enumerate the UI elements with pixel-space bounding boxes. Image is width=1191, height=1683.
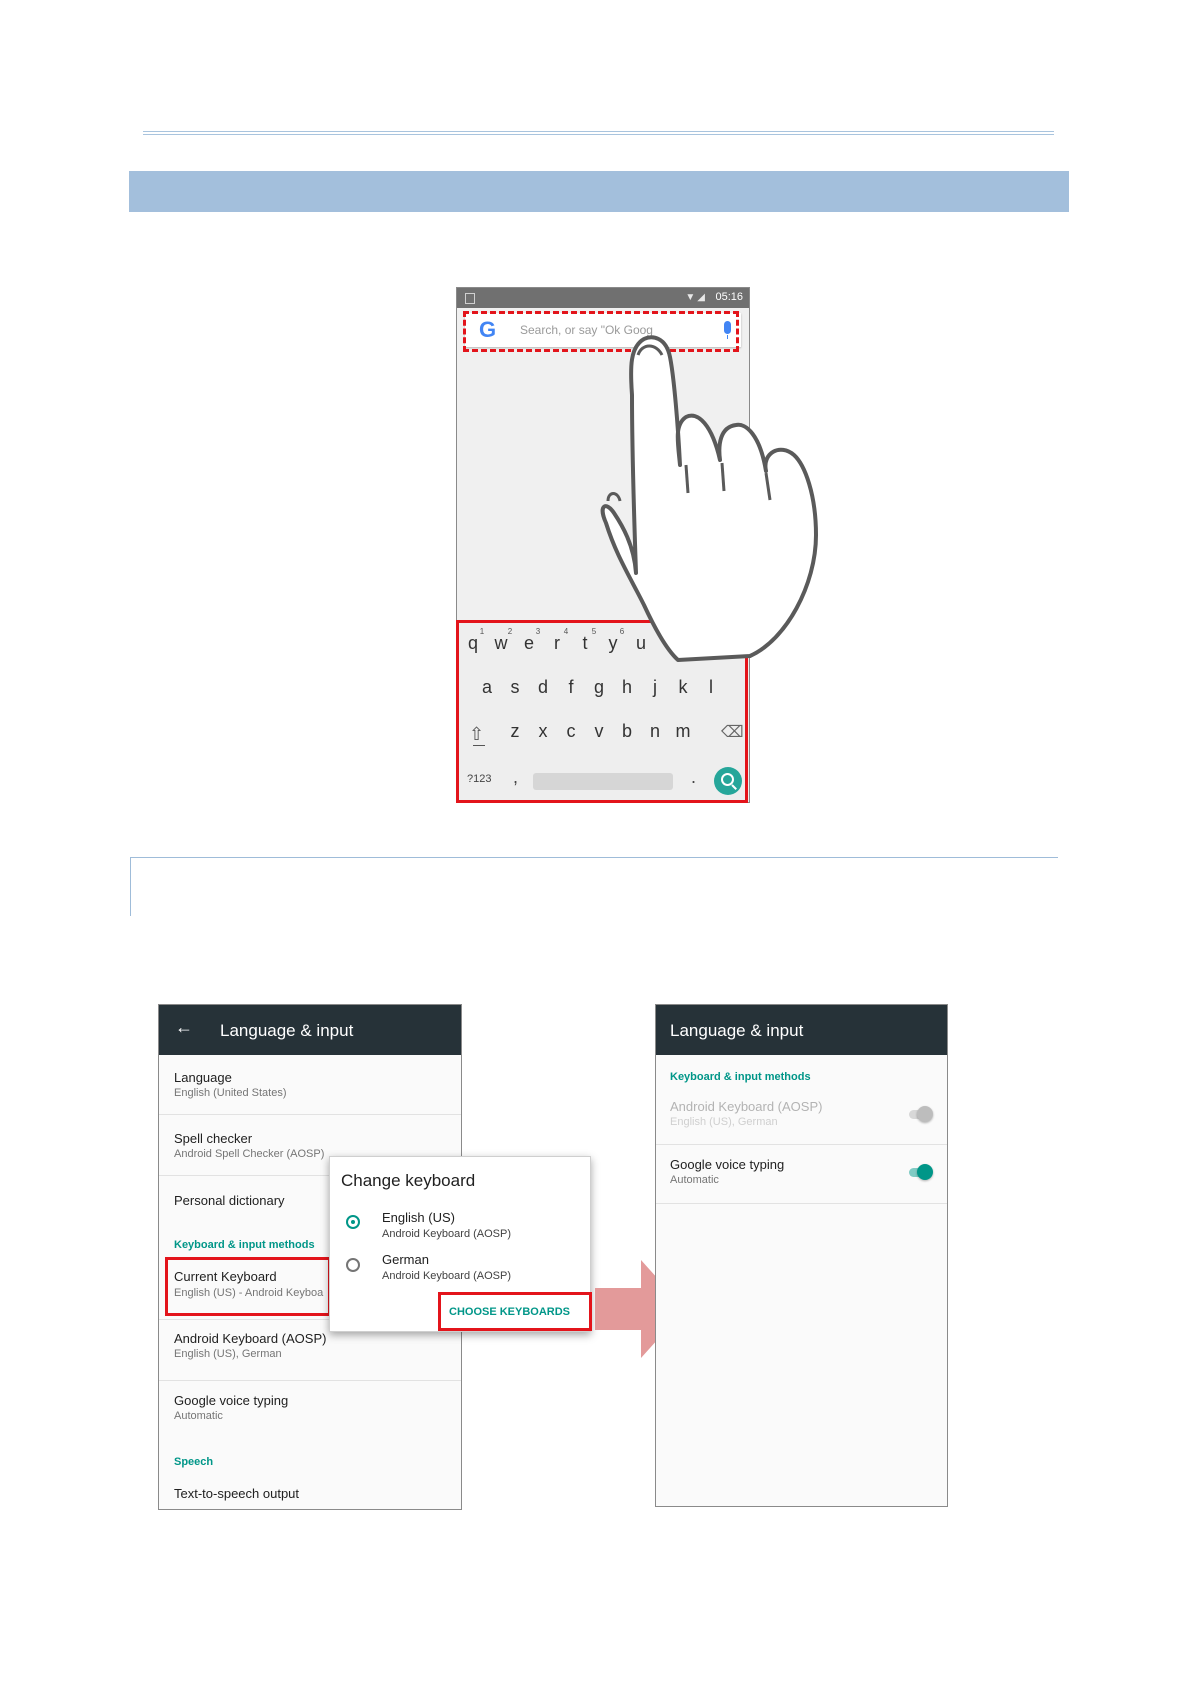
category-keyboard-input: Keyboard & input methods	[670, 1071, 811, 1083]
key-m[interactable]: m	[675, 721, 691, 741]
pref-android-keyboard-toggle[interactable]	[656, 1093, 947, 1145]
key-g[interactable]: g	[593, 677, 604, 697]
app-toolbar	[159, 1005, 461, 1055]
toolbar-title: Language & input	[670, 1021, 804, 1040]
category-keyboard-input: Keyboard & input methods	[174, 1239, 315, 1251]
pref-title: Spell checker	[174, 1131, 253, 1146]
divider	[656, 1203, 947, 1204]
divider	[159, 1380, 461, 1381]
key-number-hint: 1	[479, 627, 485, 636]
key-z[interactable]: z	[510, 721, 520, 741]
key-number-hint: 6	[619, 627, 625, 636]
google-icon: G	[479, 317, 497, 342]
key-number-hint: 4	[563, 627, 569, 636]
pref-subtitle: English (United States)	[174, 1087, 287, 1099]
key-j[interactable]: j	[653, 677, 657, 697]
choose-keyboards-highlight	[438, 1292, 592, 1331]
key-b[interactable]: b	[621, 721, 632, 741]
pref-subtitle: English (US), German	[670, 1116, 778, 1128]
radio-german[interactable]	[346, 1258, 360, 1272]
shift-icon[interactable]: ⇧	[469, 724, 485, 744]
period-key[interactable]: .	[691, 767, 697, 787]
key-s[interactable]: s	[510, 677, 520, 697]
key-r[interactable]: r	[554, 633, 560, 653]
key-w[interactable]: w	[494, 633, 508, 653]
pref-title: Language	[174, 1070, 232, 1085]
pref-subtitle: Automatic	[174, 1410, 223, 1422]
key-q[interactable]: q	[467, 633, 478, 653]
pref-subtitle: English (US), German	[174, 1348, 282, 1360]
header-rule-secondary	[143, 134, 1054, 135]
pref-title: Text-to-speech output	[174, 1486, 300, 1501]
status-bar	[457, 288, 749, 308]
toggle-switch-on[interactable]	[909, 1168, 931, 1177]
keyboard-input-methods-screen	[655, 1004, 948, 1507]
key-t[interactable]: t	[582, 633, 588, 653]
pref-title: Android Keyboard (AOSP)	[670, 1099, 823, 1114]
hand-pointer-icon	[600, 315, 820, 695]
divider	[159, 1114, 461, 1115]
option-title[interactable]: German	[382, 1252, 429, 1267]
key-d[interactable]: d	[537, 677, 548, 697]
pref-title: Current Keyboard	[174, 1269, 277, 1284]
key-k[interactable]: k	[678, 677, 688, 697]
pref-subtitle: English (US) - Android Keyboa	[174, 1287, 324, 1299]
wifi-icon: ▼◢	[685, 292, 707, 303]
option-subtitle: Android Keyboard (AOSP)	[382, 1270, 512, 1282]
pref-title: Android Keyboard (AOSP)	[174, 1331, 327, 1346]
dialog-title: Change keyboard	[341, 1171, 476, 1190]
radio-english-us[interactable]	[346, 1215, 360, 1229]
pref-subtitle: Android Spell Checker (AOSP)	[174, 1148, 325, 1160]
option-subtitle: Android Keyboard (AOSP)	[382, 1228, 512, 1240]
key-u[interactable]: u	[635, 633, 646, 653]
comma-key[interactable]: ,	[513, 767, 519, 787]
pref-subtitle: Automatic	[670, 1174, 719, 1186]
key-n[interactable]: n	[649, 721, 660, 741]
toolbar-title: Language & input	[220, 1021, 354, 1040]
back-arrow-icon[interactable]: ←	[175, 1017, 193, 1037]
pref-tts-output[interactable]	[159, 1479, 461, 1509]
divider	[656, 1144, 947, 1145]
current-keyboard-highlight	[165, 1257, 331, 1316]
toggle-knob	[917, 1106, 933, 1122]
pref-language[interactable]	[159, 1063, 461, 1119]
pref-android-keyboard[interactable]	[159, 1327, 461, 1377]
pref-title: Google voice typing	[670, 1157, 785, 1172]
key-a[interactable]: a	[481, 677, 492, 697]
backspace-icon[interactable]: ⌫	[721, 724, 744, 741]
pref-title: Google voice typing	[174, 1393, 289, 1408]
search-placeholder: Search, or say "Ok Goog	[520, 323, 653, 337]
category-speech: Speech	[174, 1456, 214, 1468]
key-l[interactable]: l	[709, 677, 713, 697]
pref-google-voice-typing[interactable]	[159, 1389, 461, 1439]
status-time: 05:16	[715, 291, 743, 303]
app-toolbar	[656, 1005, 947, 1055]
note-box-left-border	[130, 857, 131, 916]
section-heading-band	[129, 171, 1069, 212]
key-h[interactable]: h	[621, 677, 632, 697]
notification-icon	[465, 293, 475, 304]
key-f[interactable]: f	[568, 677, 574, 697]
pref-google-voice-toggle[interactable]	[656, 1151, 947, 1203]
key-number-hint: 5	[591, 627, 597, 636]
key-number-hint: 3	[535, 627, 541, 636]
key-x[interactable]: x	[538, 721, 548, 741]
key-c[interactable]: c	[566, 721, 576, 741]
option-title[interactable]: English (US)	[382, 1210, 455, 1225]
pref-title: Personal dictionary	[174, 1193, 285, 1208]
header-rule	[143, 131, 1054, 132]
toggle-knob	[917, 1164, 933, 1180]
choose-keyboards-button[interactable]: CHOOSE KEYBOARDS	[449, 1306, 571, 1318]
key-v[interactable]: v	[594, 721, 604, 741]
toggle-switch-off[interactable]	[909, 1110, 931, 1119]
key-y[interactable]: y	[608, 633, 618, 653]
key-number-hint: 2	[507, 627, 513, 636]
key-e[interactable]: e	[523, 633, 534, 653]
note-box-top-border	[130, 857, 1058, 858]
symbols-key[interactable]: ?123	[467, 773, 492, 785]
